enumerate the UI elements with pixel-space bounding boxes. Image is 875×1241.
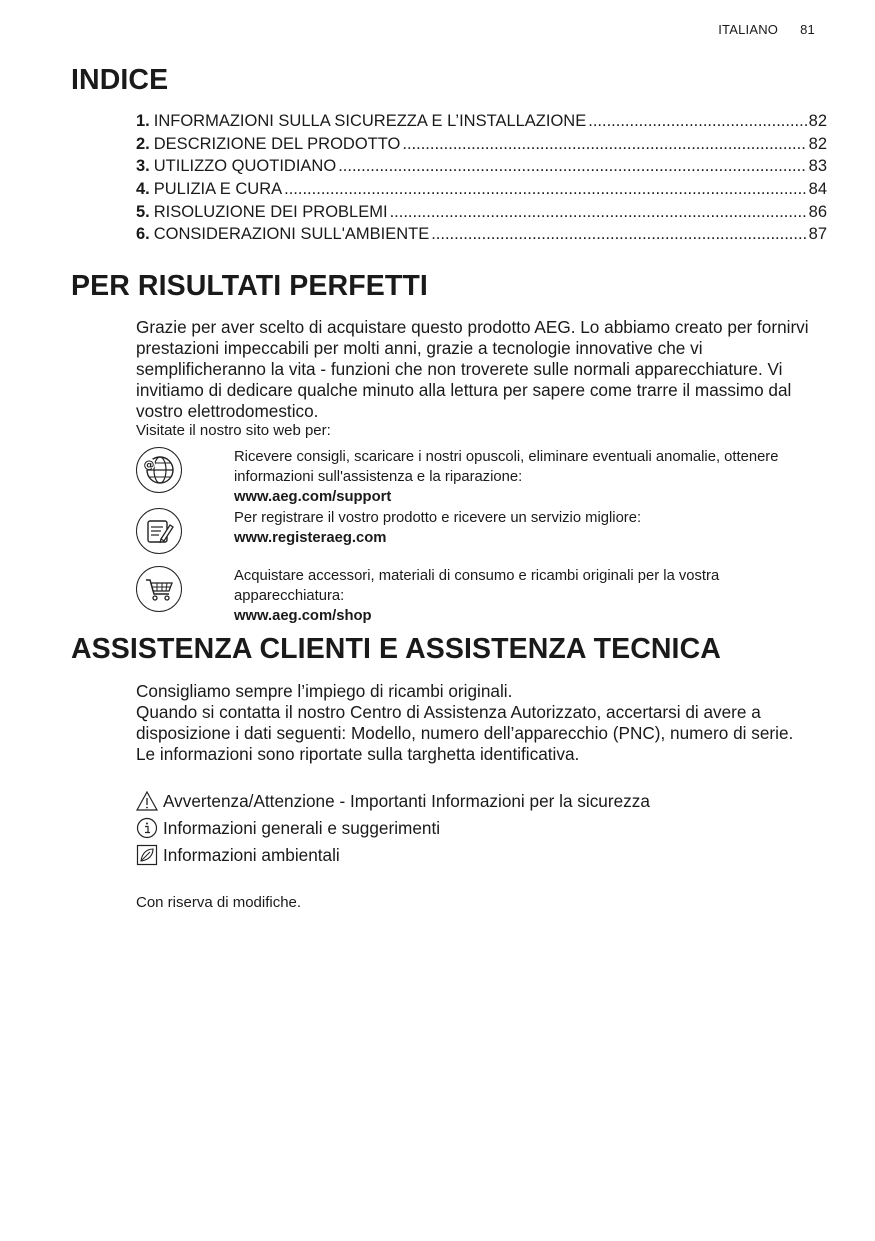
assistance-body <box>136 681 826 765</box>
section-title-perfetti: PER RISULTATI PERFETTI <box>71 270 428 302</box>
toc-entry[interactable] <box>136 223 827 246</box>
toc-entry-page: 82 <box>808 112 827 130</box>
info-circle-icon <box>136 817 158 839</box>
toc-leader-dots <box>390 201 807 224</box>
legend-info-label: Informazioni generali e suggerimenti <box>163 818 441 838</box>
toc-entry[interactable] <box>136 178 827 201</box>
table-of-contents <box>136 110 827 246</box>
toc-entry-label: PULIZIA E CURA <box>153 180 283 199</box>
leaf-icon <box>136 844 158 866</box>
shopping-cart-icon <box>136 566 182 612</box>
toc-entry[interactable] <box>136 155 827 178</box>
section-title-indice: INDICE <box>71 64 169 96</box>
legend-info <box>136 817 826 839</box>
toc-entry-number: 4. <box>136 180 150 199</box>
toc-entry-number: 1. <box>136 112 150 130</box>
shop-row <box>136 566 827 624</box>
toc-entry-number: 6. <box>136 225 150 244</box>
support-row <box>136 447 827 505</box>
visit-website-text: Visitate il nostro sito web per: <box>136 422 331 439</box>
assistance-line-3: Le informazioni sono riportate sulla targhetta identificativa. <box>136 743 580 764</box>
register-description: Per registrare il vostro prodotto e ricevere un servizio migliore: <box>234 510 642 526</box>
toc-entry-label: UTILIZZO QUOTIDIANO <box>153 157 337 176</box>
running-header <box>718 22 815 37</box>
toc-entry-page: 83 <box>808 157 827 176</box>
assistance-line-2: Quando si contatta il nostro Centro di Assistenza Autorizzato, accertarsi di avere a disposizione i dati seguenti: Modello, numero dell’apparecchio (PNC), numero di serie. <box>136 701 794 743</box>
toc-entry-page: 87 <box>808 225 827 244</box>
toc-entry-number: 5. <box>136 202 150 221</box>
toc-entry-label: CONSIDERAZIONI SULL'AMBIENTE <box>153 225 430 244</box>
toc-entry-number: 2. <box>136 134 150 153</box>
intro-paragraph: Grazie per aver scelto di acquistare questo prodotto AEG. Lo abbiamo creato per fornirvi prestazioni impeccabili per molti anni, grazie a tecnologie innovative che vi semplificheranno la vita - funzioni che non troverete sulle normali apparecchiature. Vi invitiamo di dedicare qualche minuto alla lettura per sapere come trarre il massimo dal vostro elettrodomestico. <box>136 317 809 421</box>
legend-environment <box>136 844 826 866</box>
toc-leader-dots <box>338 155 806 178</box>
shop-text-block <box>234 566 824 626</box>
toc-entry-page: 84 <box>808 180 827 199</box>
globe-at-icon <box>136 447 182 493</box>
legend-warning-label: Avvertenza/Attenzione - Importanti Informazioni per la sicurezza <box>163 791 650 811</box>
svg-text:@: @ <box>143 458 155 471</box>
toc-leader-dots <box>431 223 806 246</box>
section-title-assistenza: ASSISTENZA CLIENTI E ASSISTENZA TECNICA <box>71 633 721 665</box>
support-description: Ricevere consigli, scaricare i nostri opuscoli, eliminare eventuali anomalie, ottenere informazioni sull'assistenza e la riparazione: <box>234 449 779 485</box>
toc-leader-dots <box>284 178 807 201</box>
toc-entry[interactable] <box>136 133 827 156</box>
header-language: ITALIANO <box>718 22 779 37</box>
register-text-block <box>234 508 824 548</box>
header-page-number: 81 <box>800 22 815 37</box>
shop-description: Acquistare accessori, materiali di consumo e ricambi originali per la vostra apparecchiatura: <box>234 568 720 604</box>
toc-leader-dots <box>402 133 806 156</box>
support-text-block <box>234 447 824 507</box>
register-row <box>136 508 827 560</box>
legend-environment-label: Informazioni ambientali <box>163 845 340 865</box>
toc-leader-dots <box>588 110 806 133</box>
legend-warning <box>136 790 826 812</box>
toc-entry-page: 86 <box>808 202 827 221</box>
support-link[interactable]: www.aeg.com/support <box>234 489 392 505</box>
reservation-note: Con riserva di modifiche. <box>136 894 302 911</box>
warning-triangle-icon <box>136 790 158 812</box>
toc-entry-label: RISOLUZIONE DEI PROBLEMI <box>153 202 388 221</box>
toc-entry[interactable] <box>136 110 827 133</box>
assistance-line-1: Consigliamo sempre l’impiego di ricambi originali. <box>136 681 513 701</box>
register-form-icon <box>136 508 182 554</box>
register-link[interactable]: www.registeraeg.com <box>234 530 387 546</box>
toc-entry-page: 82 <box>808 134 827 153</box>
toc-entry-number: 3. <box>136 157 150 176</box>
toc-entry[interactable] <box>136 201 827 224</box>
toc-entry-label: DESCRIZIONE DEL PRODOTTO <box>153 134 401 153</box>
toc-entry-label: INFORMAZIONI SULLA SICUREZZA E L’INSTALLAZIONE <box>153 112 587 130</box>
shop-link[interactable]: www.aeg.com/shop <box>234 608 372 624</box>
